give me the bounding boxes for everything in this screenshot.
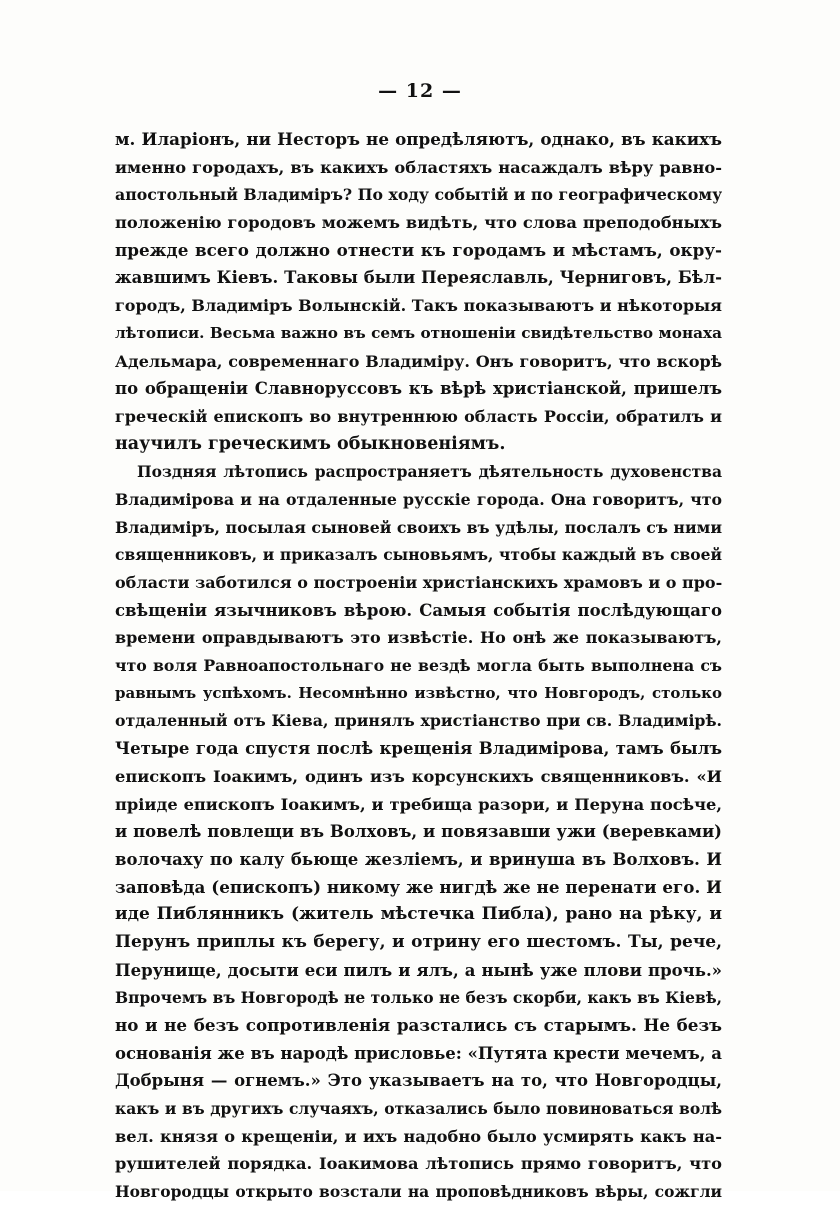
text-line: свѣщеніи язычниковъ вѣрою. Самыя событія послѣдующаго	[115, 600, 722, 620]
text-line: жавшимъ Кіевъ. Таковы были Переяславль, Черниговъ, Бѣл-	[115, 268, 722, 288]
text-line: какъ и въ другихъ случаяхъ, отказались было повиноваться волѣ	[115, 1099, 722, 1119]
text-line: иде Пиблянникъ (житель мѣстечка Пибла), рано на рѣку, и	[115, 904, 722, 925]
text-line: времени оправдываютъ это извѣстіе. Но онѣ же показываютъ,	[115, 628, 722, 648]
text-line: Владимірова и на отдаленные русскіе города. Она говоритъ, что	[115, 489, 722, 509]
text-line: по обращеніи Славноруссовъ къ вѣрѣ христіанской, пришелъ	[115, 379, 722, 399]
text-line: вел. князя о крещеніи, и ихъ надобно было усмирять какъ на-	[115, 1126, 722, 1146]
text-line: городъ, Владиміръ Волынскій. Такъ показываютъ и нѣкоторыя	[115, 296, 722, 316]
body-text	[115, 126, 722, 1206]
text-line: пріиде епископъ Іоакимъ, и требища разори, и Перуна посѣче,	[115, 794, 722, 814]
text-line: Адельмара, современнаго Владиміру. Онъ говоритъ, что вскорѣ	[115, 351, 722, 371]
text-line: прежде всего должно отнести къ городамъ и мѣстамъ, окру-	[115, 239, 722, 260]
text-line: волочаху по калу бьюще жезліемъ, и вринуша въ Волховъ. И	[115, 849, 722, 869]
text-line: епископъ Іоакимъ, одинъ изъ корсунскихъ священниковъ. «И	[115, 766, 722, 786]
text-line: заповѣда (епископъ) никому же нигдѣ же не перенати его. И	[115, 876, 722, 897]
text-line: и повелѣ повлещи въ Волховъ, и повязавши ужи (веревками)	[115, 822, 722, 842]
text-line: Перунище, досыти еси пилъ и ялъ, а нынѣ уже плови прочь.»	[115, 960, 722, 980]
page-number: — 12 —	[378, 80, 462, 102]
text-line: рушителей порядка. Іоакимова лѣтопись прямо говоритъ, что	[115, 1154, 722, 1174]
text-line: м. Иларіонъ, ни Несторъ не опредѣляютъ, однако, въ какихъ	[115, 129, 722, 149]
text-line: Перунъ приплы къ берегу, и отрину его шестомъ. Ты, рече,	[115, 931, 722, 952]
text-line: Четыре года спустя послѣ крещенія Владимірова, тамъ былъ	[115, 739, 722, 759]
text-line: основанія же въ народѣ присловье: «Путята крести мечемъ, а	[115, 1043, 722, 1063]
text-line: отдаленный отъ Кіева, принялъ христіанство при св. Владимірѣ.	[115, 711, 722, 731]
text-line: Добрыня — огнемъ.» Это указываетъ на то, что Новгородцы,	[115, 1071, 722, 1091]
text-line: Новгородцы открыто возстали на проповѣдниковъ вѣры, сожгли	[115, 1182, 722, 1202]
text-line: равнымъ успѣхомъ. Несомнѣнно извѣстно, что Новгородъ, столько	[115, 683, 722, 702]
text-line: что воля Равноапостольнаго не вездѣ могла быть выполнена съ	[115, 656, 722, 676]
text-line: положенію городовъ можемъ видѣть, что слова преподобныхъ	[115, 213, 722, 233]
text-line: научилъ греческимъ обыкновеніямъ.	[115, 433, 506, 454]
text-line: но и не безъ сопротивленія разстались съ старымъ. Не безъ	[115, 1015, 722, 1035]
text-line: греческій епископъ во внутреннюю область Россіи, обратилъ и	[115, 406, 722, 426]
text-line: священниковъ, и приказалъ сыновьямъ, чтобы каждый въ своей	[115, 545, 722, 565]
text-line: именно городахъ, въ какихъ областяхъ насаждалъ вѣру равно-	[115, 157, 722, 177]
text-line: лѣтописи. Весьма важно въ семъ отношеніи свидѣтельство монаха	[115, 323, 722, 342]
text-line: области заботился о построеніи христіанскихъ храмовъ и о про-	[115, 573, 722, 592]
text-line: Впрочемъ въ Новгородѣ не только не безъ скорби, какъ въ Кіевѣ,	[115, 988, 722, 1008]
text-line: апостольный Владиміръ? По ходу событій и по географическому	[115, 185, 722, 205]
text-line: Владиміръ, посылая сыновей своихъ въ удѣлы, послалъ съ ними	[115, 517, 722, 537]
text-line: Поздняя лѣтопись распространяетъ дѣятельность духовенства	[137, 462, 722, 482]
